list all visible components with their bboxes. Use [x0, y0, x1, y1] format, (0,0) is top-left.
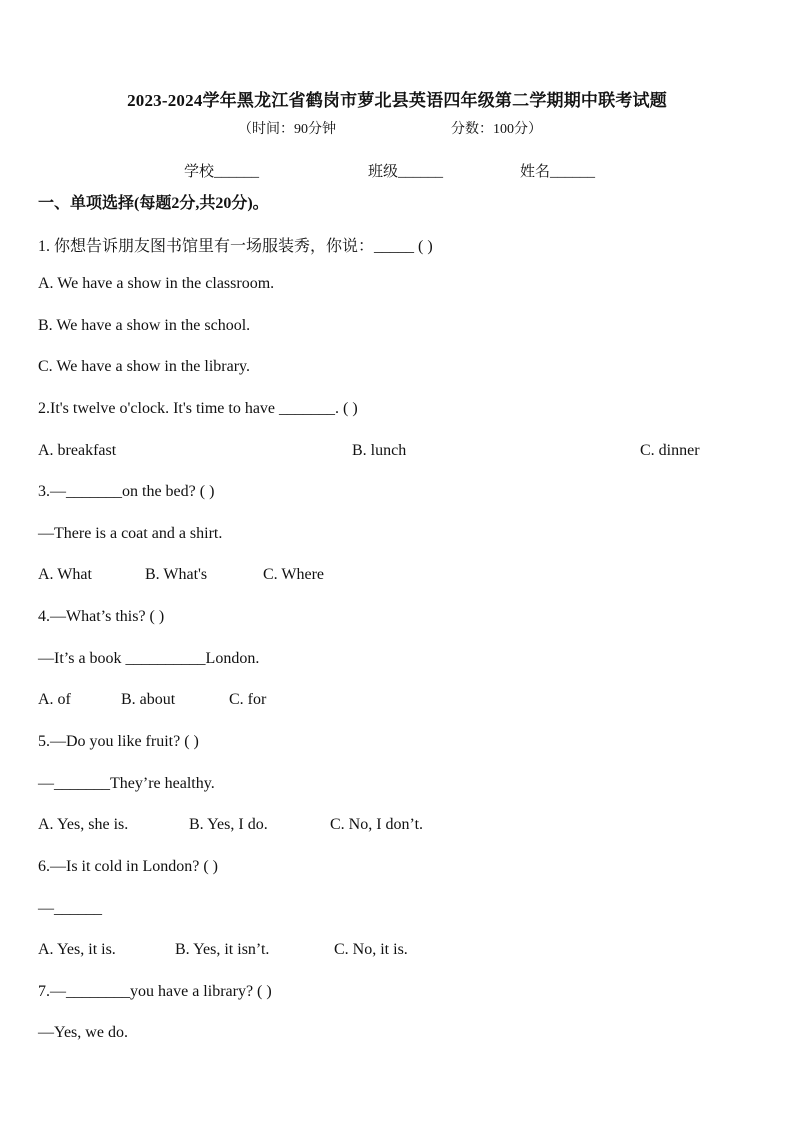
question-4-option-c: C. for: [229, 691, 267, 708]
question-2-option-a: A. breakfast: [38, 442, 117, 459]
question-5-option-a: A. Yes, she is.: [38, 816, 129, 833]
question-3-options: [38, 566, 324, 584]
question-5-options: [38, 816, 423, 834]
question-3-option-c: C. Where: [263, 566, 325, 583]
question-2-option-c: C. dinner: [640, 442, 700, 459]
page-title: 2023-2024学年黑龙江省鹤岗市萝北县英语四年级第二学期期中联考试题: [127, 91, 667, 110]
question-5-option-b: B. Yes, I do.: [189, 816, 268, 833]
question-6-option-a: A. Yes, it is.: [38, 941, 116, 958]
question-7-answer-line: —Yes, we do.: [38, 1024, 128, 1041]
exam-info: [238, 118, 542, 138]
class-field: 班级______: [368, 164, 444, 180]
school-field: 学校______: [184, 164, 260, 180]
question-1-option-b: B. We have a show in the school.: [38, 317, 251, 334]
question-4-option-b: B. about: [121, 691, 176, 708]
question-2-options: [38, 442, 718, 462]
question-4-option-a: A. of: [38, 691, 71, 708]
name-field: 姓名______: [520, 164, 596, 180]
exam-score: 分数：100分）: [451, 122, 542, 137]
exam-time: （时间：90分钟: [238, 122, 336, 137]
question-3-option-a: A. What: [38, 566, 92, 583]
question-5-stem: 5.—Do you like fruit? ( ): [38, 733, 199, 750]
question-1-stem: 1. 你想告诉朋友图书馆里有一场服装秀，你说：_____ ( ): [38, 238, 433, 255]
student-info-fields: [0, 160, 794, 180]
question-2-option-b: B. lunch: [352, 442, 407, 459]
question-7-stem: 7.—________you have a library? ( ): [38, 983, 272, 1000]
question-6-option-c: C. No, it is.: [334, 941, 408, 958]
question-6-options: [38, 941, 408, 959]
question-3-stem: 3.—_______on the bed? ( ): [38, 483, 215, 500]
question-4-options: [38, 691, 266, 709]
question-4-stem: 4.—What’s this? ( ): [38, 608, 165, 625]
question-5-option-c: C. No, I don’t.: [330, 816, 424, 833]
question-1-option-c: C. We have a show in the library.: [38, 358, 250, 375]
question-4-answer-line: —It’s a book __________London.: [38, 650, 260, 667]
question-6-stem: 6.—Is it cold in London? ( ): [38, 858, 218, 875]
question-1-option-a: A. We have a show in the classroom.: [38, 275, 275, 292]
question-2-stem: 2.It's twelve o'clock. It's time to have _______. ( ): [38, 400, 358, 417]
question-6-answer-line: —______: [38, 900, 102, 917]
question-5-answer-line: —_______They’re healthy.: [38, 775, 215, 792]
section-heading: 一、单项选择(每题2分,共20分)。: [38, 195, 269, 212]
question-3-option-b: B. What's: [145, 566, 208, 583]
question-3-answer-line: —There is a coat and a shirt.: [38, 525, 223, 542]
question-6-option-b: B. Yes, it isn’t.: [175, 941, 270, 958]
